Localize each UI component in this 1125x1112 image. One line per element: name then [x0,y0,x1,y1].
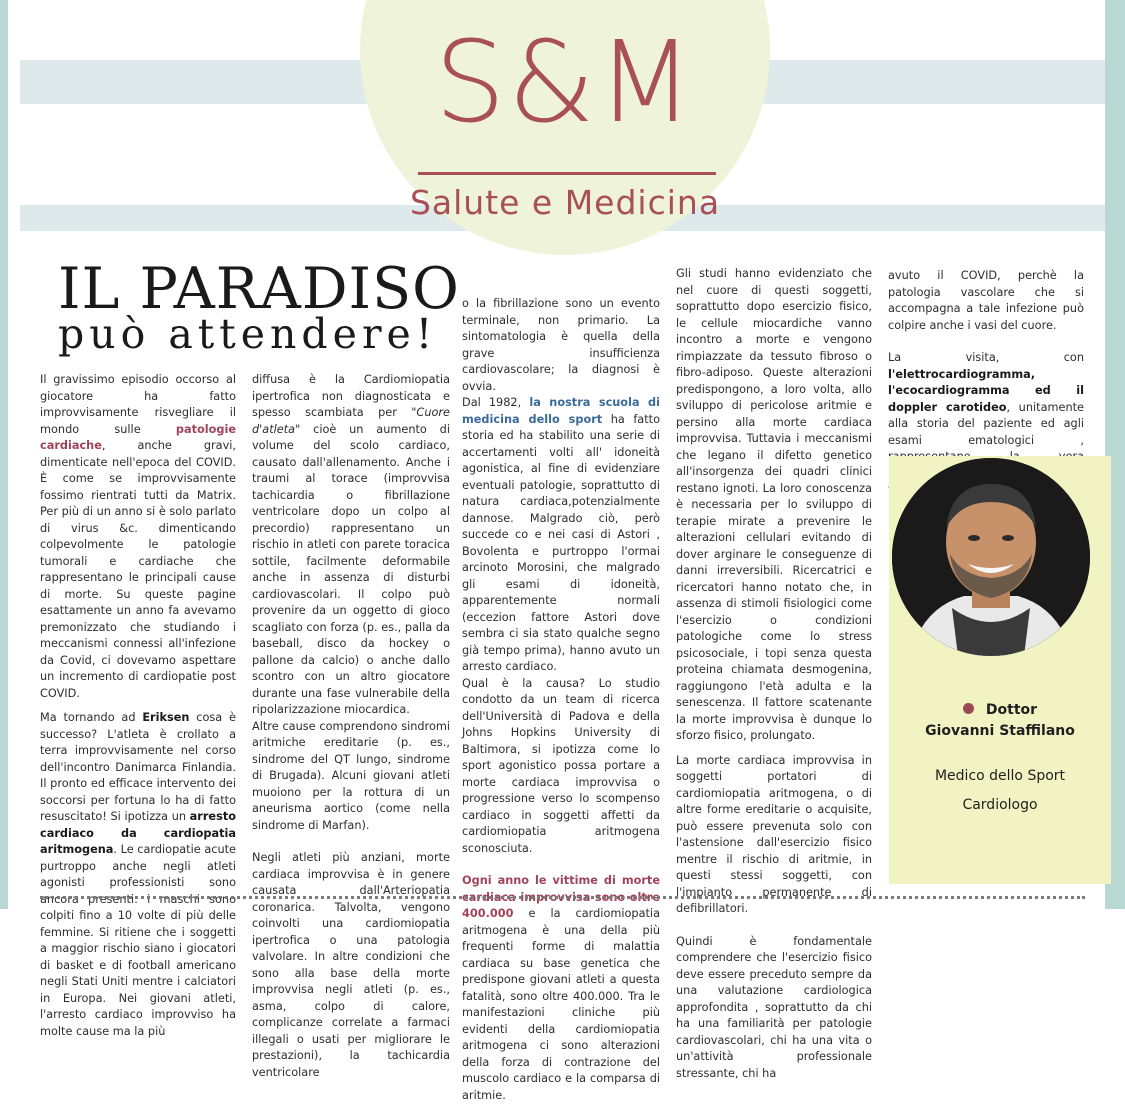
text-run: Ma tornando ad [40,711,143,724]
author-role: Medico dello Sport [934,768,1066,784]
paragraph: La morte cardiaca improvvisa in soggetti portatori di cardiomiopatia aritmogena, o di altre forme ereditarie o acquisite, può essere prevenuta solo con l'astensione dall'esercizio fisico mentre il rischio di aritmie, in questi stessi soggetti, con l'impianto permanente di defibrillatori. [676,753,872,915]
italic-text: "Cuore d'atleta" [252,406,450,436]
article-column-4 [676,266,872,1090]
author-photo [892,458,1090,656]
text-run: ha fatto storia ed ha stabilito una serie di accertamenti volti all' idoneità agonistica, al fine di evidenziare eventuali patologie, soprattutto di natura cardiaca,potenzialmente dannose. Malgrado ciò, però succede co e nei casi di Astori , Bovolenta e purtroppo l'ormai arcinoto Morosini, che malgrado gli esami di idoneità, apparentemente normali (eccezion fattore Astori dove sembra ci sia stato qualche segno già tempo prima), hanno avuto un arresto cardiaco. [462,412,661,673]
masthead-rule [418,172,716,175]
text-run: cosa è successo? L'atleta è crollato a terra improvvisamente nel corso dell'incontro Danimarca Finlandia. Il pronto ed efficace intervento dei soccorsi per fortuna lo ha di fatto resuscitato! Si ipotizza un [40,711,236,823]
bottom-dotted-divider [40,896,1085,899]
left-edge-stripe [0,0,8,909]
article-column-2 [252,372,450,1089]
paragraph [40,372,236,702]
bold-text: arresto cardiaco da cardiopatia aritmogena [40,810,236,856]
article-column-1 [40,372,236,1048]
highlight-text: Ogni anno le vittime di morte cardiaca improvvisa sono oltre 400.000 [462,874,660,920]
masthead-logo: S&M [434,18,696,148]
author-name [889,700,1111,742]
author-role: Cardiologo [962,797,1038,813]
paragraph: o la fibrillazione sono un evento terminale, non primario. La sintomatologia è quella della grave insufficienza cardiovascolare; la diagnosi è ovvia. [462,297,660,393]
paragraph [40,710,236,1040]
text-run: Il gravissimo episodio occorso al giocatore ha fatto improvvisamente risvegliare il mondo sulle [40,373,236,436]
highlight-text: patologie cardiache [40,422,236,452]
author-fullname: Giovanni Staffilano [925,723,1075,739]
bold-text: l'elettrocardiogramma, l'ecocardiogramma ed il doppler carotideo [888,367,1084,414]
author-roles [889,762,1111,820]
headline-line2: può attendere! [58,310,438,358]
author-portrait-icon [892,458,1090,656]
paragraph [462,873,660,1104]
text-run: Dal 1982, [462,396,530,409]
bullet-icon [963,703,974,714]
article-column-3 [462,296,660,1112]
paragraph: Negli atleti più anziani, morte cardiaca improvvisa è in genere causata dall'Arteriopatia coronarica. Talvolta, vengono coinvolti una cardiomiopatia ipertrofica o una patologia valvolare. In altre condizioni che sono alla base della morte improvvisa negli atleti (p. es., asma, colpo di calore, complicanze correlate a farmaci illegali o usati per migliorare le prestazioni), la tachicardia ventricolare [252,851,450,1079]
headline-line1: IL PARADISO [58,256,460,322]
highlight-text: la nostra scuola di medicina dello sport [462,396,660,426]
text-run: e la cardiomiopatia aritmogena è una della più frequenti forme di malattia cardiaca su base genetica che predispone giovani atleti a questa fatalità, sono oltre 400.000. Tra le manifestazioni cliniche più evidenti della cardiomiopatia aritmogena ci sono alterazioni della forza di contrazione del muscolo cardiaco e la comparsa di aritmie. [462,907,660,1102]
paragraph: Quindi è fondamentale comprendere che l'esercizio fisico deve essere preceduto sempre da una valutazione cardiologica approfondita , soprattutto da chi ha una familiarità per patologie cardiovascolari, chi ha una vita o un'attività professionale stressante, chi ha [676,934,872,1080]
bold-text: Eriksen [142,711,190,724]
paragraph [462,395,660,676]
text-run: diffusa è la Cardiomiopatia ipertrofica non diagnosticata e spesso scambiata per [252,373,450,419]
text-run: , unitamente alla storia del paziente ed agli esami ematologici , [888,400,1084,447]
paragraph: Altre cause comprendono sindromi aritmiche ereditarie (p. es., sindrome del QT lungo, sindrome di Brugada). Alcuni giovani atleti muoiono per la rottura di un aneurisma aortico (come nella sindrome di Marfan). [252,719,450,832]
text-run: . Le cardiopatie acute purtroppo anche negli atleti agonisti professionisti sono ancora presenti: i maschi sono colpiti fino a 10 volte di più delle femmine. Si ritiene che i soggetti a maggior rischio siano i giocatori di basket e di football americano negli Stati Uniti mentre i calciatori in Europa. Nei giovani atleti, l'arresto cardiaco improvviso ha molte cause ma la più [40,843,236,1038]
paragraph [252,372,450,719]
text-run: La visita, con [888,351,1084,364]
text-run: cioè un aumento di volume del scolo cardiaco, causato dall'allenamento. Anche i traumi al torace (improvvisa tachicardia o fibrillazione ventricolare dopo un colpo al precordio) rappresentano un rischio in atleti con parete toracica sottile, facilmente deformabile anche in assenza di disturbi cardiovascolari. Il colpo può provenire da un oggetto di gioco scagliato con forza (p. es., palla da baseball, disco da hockey o pallone da calcio) o anche dallo scontro con un altro giocatore durante una fase vulnerabile della ripolarizzazione miocardica. [252,422,450,716]
text-run: , anche gravi, dimenticate nell'epoca del COVID. È come se improvvisamente fossimo rientrati tutti da Matrix. Per più di un anno si è solo parlato di virus &c. dimenticando colpevolmente le patologie tumorali e cardiache che rappresentano le principali cause di morte. Su queste pagine esattamente un anno fa avevamo premonizzato che studiando i meccanismi connessi all'infezione da Covid, ci dovevamo aspettare un incremento di cardiopatie post COVID. [40,439,236,700]
paragraph: Qual è la causa? Lo studio condotto da un team di ricerca dell'Università di Padova e della Johns Hopkins University di Baltimora, si ipotizza come lo sport agonistico possa portare a morte cardiaca improvvisa o progressione verso lo scompenso cardiaco in soggetti affetti da cardiomiopatia aritmogena sconosciuta. [462,676,660,855]
paragraph: avuto il COVID, perchè la patologia vascolare che si accompagna a tale infezione può colpire anche i vasi del cuore. [888,269,1084,332]
author-title: Dottor [985,702,1038,718]
paragraph: Gli studi hanno evidenziato che nel cuore di questi soggetti, soprattutto dopo esercizio fisico, le cellule miocardiche vanno incontro a morte e vengono rimpiazzate da tessuto fibroso o fibro-adiposo. Queste alterazioni predispongono, a loro volta, allo sviluppo di pericolose aritmie e persino alla morte cardiaca improvvisa. Tuttavia i meccanismi che legano il difetto genetico all'insorgenza dei quadri clinici restano ignoti. La loro conoscenza è necessaria per lo sviluppo di terapie mirate a prevenire le alterazioni cellulari evitando di dover arginare le conseguenze di danni irreversibili. Ricercatrici e ricercatori hanno notato che, in assenza di stimoli fisiologici come l'esercizio o condizioni patologiche come lo stress psicosociale, i topi senza questa proteina chiamata desmogenina, raggiungono l'età adulta e la senescenza. Il fattore scatenante la morte improvvisa è dunque lo sforzo fisico, prolungato. [676,267,872,742]
masthead-subtitle: Salute e Medicina [409,183,721,222]
